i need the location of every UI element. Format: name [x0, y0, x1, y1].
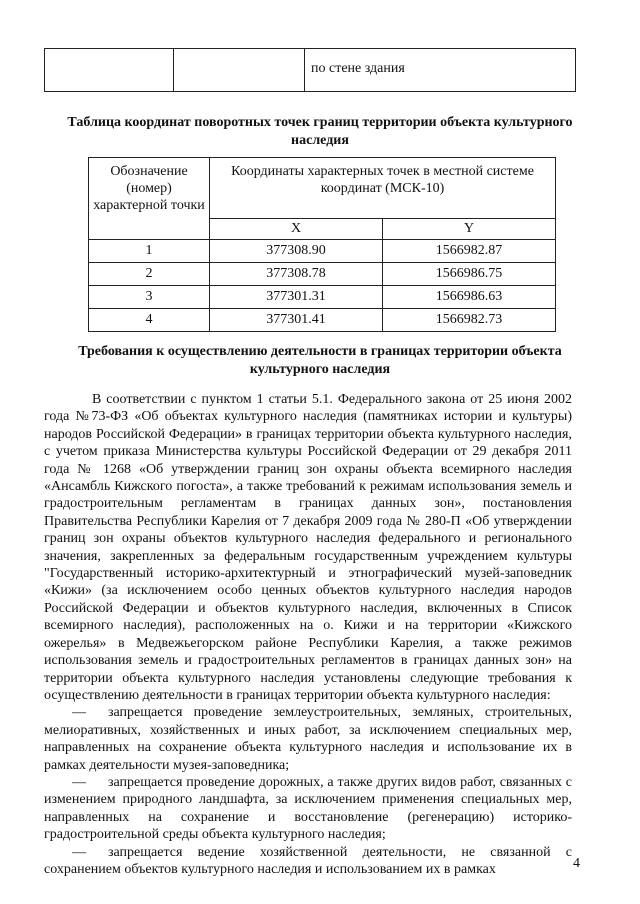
table-row: [89, 309, 556, 332]
table-title: Таблица координат поворотных точек границ территории объекта культурного наследия: [67, 115, 573, 148]
table-cell: по стене здания: [305, 49, 576, 92]
coordinates-column-header: Координаты характерных точек в местной системе координат (МСК-10): [210, 158, 556, 219]
point-number-cell: 3: [89, 286, 210, 309]
requirements-title: Требования к осуществлению деятельности в границах территории объекта культурного наследия: [78, 344, 562, 377]
point-number-cell: 2: [89, 263, 210, 286]
point-number-cell: 1: [89, 240, 210, 263]
list-item: [44, 704, 572, 774]
list-item-text: запрещается проведение землеустроительных, земляных, строительных, мелиоративных, хозяйственных и иных работ, за исключением специальных мер, направленных на сохранение объекта культурного наследия и использование их в рамках деятельности музея-заповедника;: [44, 705, 572, 773]
coordinates-table: [88, 157, 556, 332]
list-item-text: запрещается проведение дорожных, а также других видов работ, связанных с изменением природного ландшафта, за исключением применения специальных мер, направленных на сохранение и восстановление (регенерацию) историко-градостроительной среды объекта культурного наследия;: [44, 774, 572, 843]
list-item: [44, 774, 572, 844]
point-column-header: Обозначение (номер) характерной точки: [89, 158, 210, 240]
table-cell: [45, 49, 174, 92]
list-item-text: запрещается ведение хозяйственной деятельности, не связанной с сохранением объектов культурного наследия и использованием их в рамках: [44, 844, 572, 877]
table-header-row: [89, 158, 556, 219]
y-coordinate-cell: 1566982.87: [383, 240, 556, 263]
body-text: [44, 391, 572, 878]
dash-marker: —: [72, 844, 86, 860]
y-coordinate-cell: 1566986.75: [383, 263, 556, 286]
main-paragraph: В соответствии с пунктом 1 статьи 5.1. Федерального закона от 25 июня 2002 года №73-ФЗ «Об объектах культурного наследия (памятниках истории и культуры) народов Российской Федерации» в границах территории объекта культурного наследия, с учетом приказа Министерства культуры Российской Федерации от 29 декабря 2011 года № 1268 «Об утверждении границ зон охраны объекта всемирного наследия «Ансамбль Кижского погоста», а также требований к режимам использования земель и градостроительным регламентам в границах данных зон», постановления Правительства Республики Карелия от 7 декабря 2009 года № 280-П «Об утверждении границ зон охраны объектов культурного наследия федерального и регионального значения, закрепленных за федеральным государственным учреждением культуры "Государственный историко-архитектурный и этнографический музей-заповедник «Кижи» (за исключением особо ценных объектов культурного наследия народов Российской Федерации и объектов культурного наследия, включенных в Список всемирного наследия), расположенных на о. Кижи и на территории «Кижского ожерелья» в Медвежьегорском районе Республики Карелия, а также режимов использования земель и градостроительных регламентов в границах данных зон» на территории объекта культурного наследия установлены следующие требования к осуществлению деятельности в границах территории объекта культурного наследия:: [44, 392, 572, 703]
x-coordinate-cell: 377308.90: [210, 240, 383, 263]
table-row: [45, 49, 576, 92]
table-row: [89, 286, 556, 309]
table-cell: [174, 49, 305, 92]
table-row: [89, 263, 556, 286]
x-coordinate-cell: 377308.78: [210, 263, 383, 286]
dash-marker: —: [72, 705, 86, 721]
x-column-header: X: [210, 219, 383, 240]
list-item: [44, 844, 572, 879]
page-number: 4: [573, 856, 580, 871]
previous-table-fragment: [44, 48, 576, 92]
x-coordinate-cell: 377301.41: [210, 309, 383, 332]
y-coordinate-cell: 1566982.73: [383, 309, 556, 332]
y-column-header: Y: [383, 219, 556, 240]
table-row: [89, 240, 556, 263]
x-coordinate-cell: 377301.31: [210, 286, 383, 309]
dash-marker: —: [72, 774, 86, 790]
point-number-cell: 4: [89, 309, 210, 332]
y-coordinate-cell: 1566986.63: [383, 286, 556, 309]
